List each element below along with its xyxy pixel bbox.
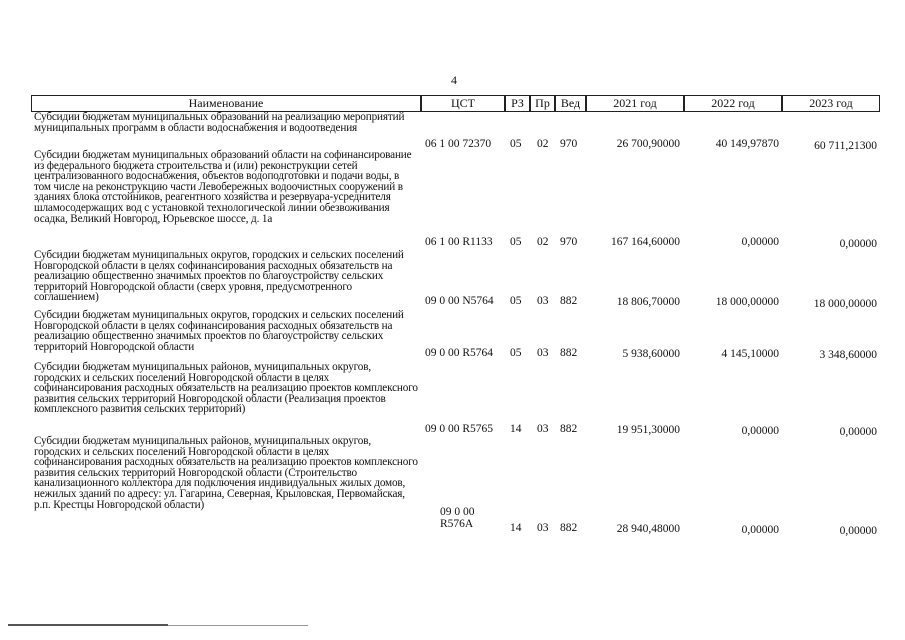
row-cst: 09 0 00 R5765 [425,423,494,435]
row-name: Субсидии бюджетам муниципальных образований на реализацию мероприятий муниципальных программ в области водоснабжения и водоотведения [34,111,405,134]
header-cst: ЦСТ [421,95,505,112]
header-rz: РЗ [505,95,530,112]
header-2022: 2022 год [684,95,782,112]
row-pr: 03 [537,295,549,307]
row-rz: 05 [510,295,522,307]
header-ved: Вед [555,95,586,112]
row-2021: 167 164,60000 [611,236,680,248]
row-cst: 09 0 00 R5764 [425,347,494,359]
row-ved: 882 [560,295,578,307]
row-rz: 14 [510,522,522,534]
row-2022: 4 145,10000 [721,348,779,360]
row-2022: 18 000,00000 [715,296,779,308]
scan-edge-line [8,624,168,626]
row-2022: 0,00000 [741,236,779,248]
row-rz: 05 [510,347,522,359]
row-name: Субсидии бюджетам муниципальных образований области на софинансирование из федерального бюджета строительства и (или) реконструкции сетей централизованного водоснабжения, объектов водоподготовки и подачи воды, в том числе на реконструкцию части Левобережных водоочистных сооружений в зданиях блока отстойников, реагентного хозяйства и резервуара-усреднителя шламосодержащих вод с установкой технологической линии обезвоживания осадка, Великий Новгород, Юрьевское шоссе, д. 1а [34,149,412,225]
row-name: Субсидии бюджетам муниципальных районов, муниципальных округов, городских и сельских поселений Новгородской области в целях софинансирования расходных обязательств на реализацию проектов комплексного развития сельских территорий Новгородской области (Реализация проектов комплексного развития сельских территорий) [34,361,418,416]
row-2021: 26 700,90000 [616,138,680,150]
row-ved: 970 [560,138,578,150]
header-name: Наименование [31,95,421,112]
header-2021: 2021 год [586,95,684,112]
row-2023: 3 348,60000 [819,349,877,361]
scan-edge-line [168,625,308,626]
row-2021: 18 806,70000 [616,296,680,308]
row-name: Субсидии бюджетам муниципальных округов, городских и сельских поселений Новгородской области в целях софинансирования расходных обязательств на реализацию общественно значимых проектов по благоустройству сельских территорий Новгородской области [34,309,404,353]
row-2023: 0,00000 [839,238,877,250]
row-name: Субсидии бюджетам муниципальных округов, городских и сельских поселений Новгородской области в целях софинансирования расходных обязательств на реализацию общественно значимых проектов по благоустройству сельских территорий Новгородской области (сверх уровня, предусмотренного соглашением) [34,249,404,304]
row-pr: 02 [537,236,549,248]
row-2022: 0,00000 [741,524,779,536]
row-cst: 06 1 00 72370 [425,138,492,150]
row-cst-line2: R576A [440,518,474,530]
header-2023: 2023 год [782,95,880,112]
row-name: Субсидии бюджетам муниципальных районов, муниципальных округов, городских и сельских поселений Новгородской области в целях софинансирования расходных обязательств на реализацию проектов комплексного развития сельских территорий Новгородской области (Строительство канализационного коллектора для подключения индивидуальных жилых домов, нежилых зданий по адресу: ул. Гагарина, Северная, Крыловская, Первомайская, р.п. Крестцы Новгородской области) [34,435,418,511]
row-2021: 28 940,48000 [616,523,680,535]
row-cst: 09 0 00 N5764 [425,295,494,307]
row-pr: 03 [537,347,549,359]
row-rz: 05 [510,138,522,150]
row-ved: 882 [560,423,578,435]
row-rz: 05 [510,236,522,248]
row-2023: 18 000,00000 [813,298,877,310]
row-ved: 882 [560,522,578,534]
row-rz: 14 [510,423,522,435]
row-cst-line1: 09 0 00 [440,506,475,518]
row-pr: 02 [537,138,549,150]
row-2023: 0,00000 [839,525,877,537]
page-number: 4 [451,73,457,87]
row-cst: 06 1 00 R1133 [425,236,493,248]
row-2022: 0,00000 [741,425,779,437]
row-2021: 19 951,30000 [616,424,680,436]
row-pr: 03 [537,522,549,534]
row-cst [440,506,475,530]
row-pr: 03 [537,423,549,435]
row-2022: 40 149,97870 [715,138,779,150]
row-ved: 970 [560,236,578,248]
row-2021: 5 938,60000 [622,348,680,360]
header-pr: Пр [530,95,555,112]
row-2023: 0,00000 [839,426,877,438]
row-ved: 882 [560,347,578,359]
row-2023: 60 711,21300 [814,140,877,152]
